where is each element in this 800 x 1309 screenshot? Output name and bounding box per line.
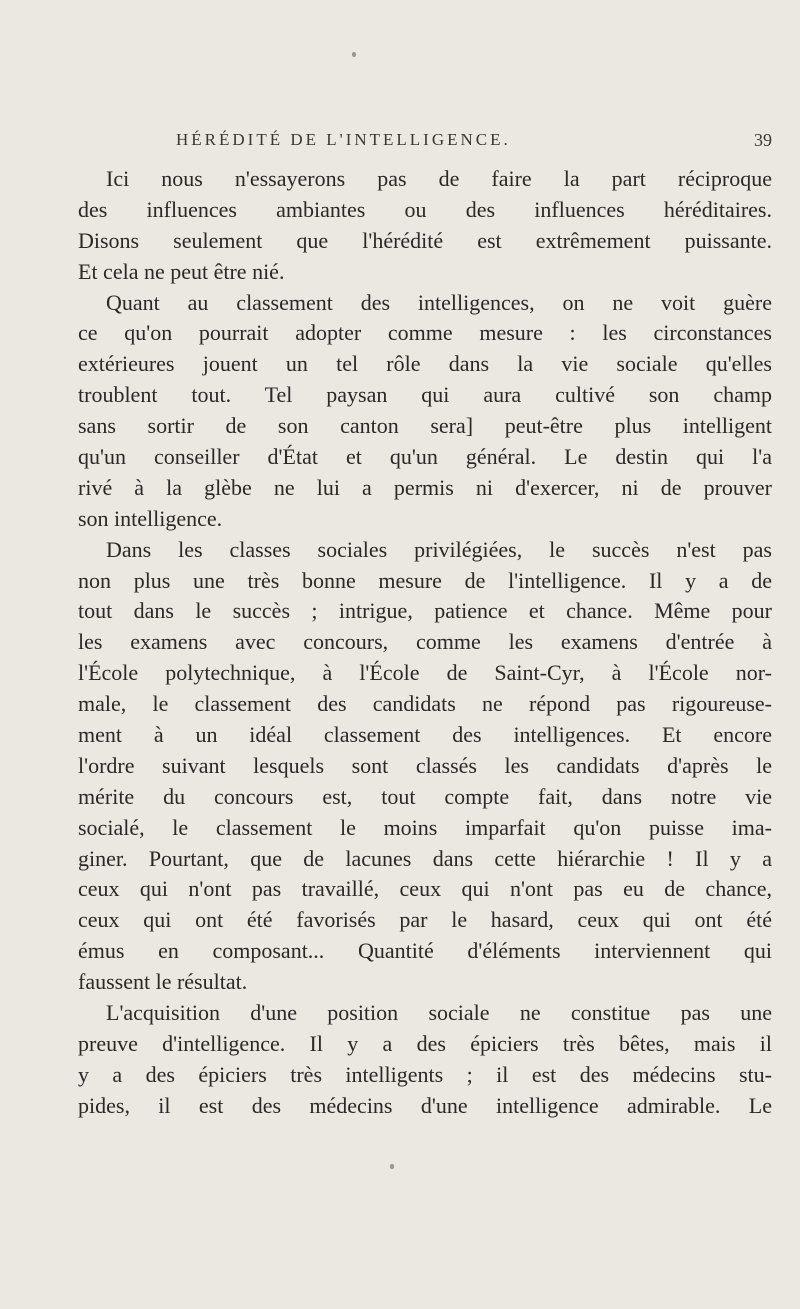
running-title: HÉRÉDITÉ DE L'INTELLIGENCE. <box>176 130 511 149</box>
running-head <box>176 130 772 154</box>
text-line: L'acquisition d'une position sociale ne constitue pas une <box>106 1000 772 1026</box>
text-line: l'École polytechnique, à l'École de Saint-Cyr, à l'École nor- <box>78 660 772 686</box>
body-text <box>78 164 772 1122</box>
paper-speck <box>390 1164 394 1169</box>
text-line: pides, il est des médecins d'une intelligence admirable. Le <box>78 1092 772 1118</box>
text-line: preuve d'intelligence. Il y a des épiciers très bêtes, mais il <box>78 1030 772 1056</box>
paper-speck <box>352 52 356 57</box>
text-line: ce qu'on pourrait adopter comme mesure : les circonstances <box>78 320 772 346</box>
text-line: l'ordre suivant lesquels sont classés les candidats d'après le <box>78 752 772 778</box>
text-line: mérite du concours est, tout compte fait, dans notre vie <box>78 783 772 809</box>
page-number: 39 <box>754 130 772 150</box>
text-line: Dans les classes sociales privilégiées, le succès n'est pas <box>106 536 772 562</box>
text-line: rivé à la glèbe ne lui a permis ni d'exercer, ni de prouver <box>78 474 772 500</box>
text-line: faussent le résultat. <box>78 969 248 995</box>
text-line: Disons seulement que l'hérédité est extrêmement puissante. <box>78 227 772 253</box>
text-line: ment à un idéal classement des intelligences. Et encore <box>78 722 772 748</box>
text-line: Et cela ne peut être nié. <box>78 258 285 284</box>
text-line: tout dans le succès ; intrigue, patience et chance. Même pour <box>78 598 772 624</box>
text-line: sans sortir de son canton sera] peut-être plus intelligent <box>78 413 772 439</box>
text-line: non plus une très bonne mesure de l'intelligence. Il y a de <box>78 567 772 593</box>
text-line: ceux qui ont été favorisés par le hasard, ceux qui ont été <box>78 907 772 933</box>
text-line: male, le classement des candidats ne répond pas rigoureuse- <box>78 691 772 717</box>
text-line: y a des épiciers très intelligents ; il est des médecins stu- <box>78 1061 772 1087</box>
text-line: socialé, le classement le moins imparfait qu'on puisse ima- <box>78 814 772 840</box>
text-line: des influences ambiantes ou des influences héréditaires. <box>78 196 772 222</box>
text-line: Quant au classement des intelligences, on ne voit guère <box>106 289 772 315</box>
text-line: ceux qui n'ont pas travaillé, ceux qui n'ont pas eu de chance, <box>78 876 772 902</box>
text-line: troublent tout. Tel paysan qui aura cultivé son champ <box>78 382 772 408</box>
text-line: émus en composant... Quantité d'éléments interviennent qui <box>78 938 772 964</box>
text-line: extérieures jouent un tel rôle dans la vie sociale qu'elles <box>78 351 772 377</box>
text-line: qu'un conseiller d'État et qu'un général. Le destin qui l'a <box>78 444 772 470</box>
text-line: Ici nous n'essayerons pas de faire la part réciproque <box>106 166 772 191</box>
text-line: les examens avec concours, comme les examens d'entrée à <box>78 629 772 655</box>
text-line: son intelligence. <box>78 505 223 531</box>
text-line: giner. Pourtant, que de lacunes dans cette hiérarchie ! Il y a <box>78 845 772 871</box>
